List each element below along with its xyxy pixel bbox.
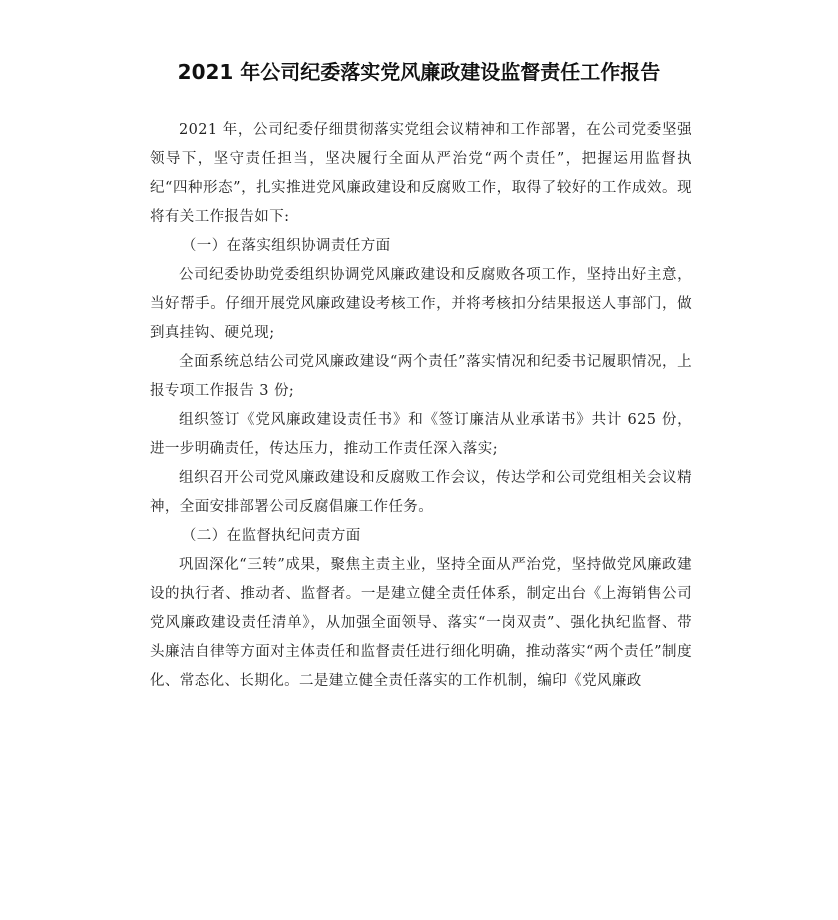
body-paragraph: 公司纪委协助党委组织协调党风廉政建设和反腐败各项工作，坚持出好主意，当好帮手。仔细开展党风廉政建设考核工作，并将考核扣分结果报送人事部门，做到真挂钩、硬兑现; — [150, 267, 692, 341]
document-body — [150, 116, 692, 696]
document-title: 2021 年公司纪委落实党风廉政建设监督责任工作报告 — [177, 60, 661, 84]
body-paragraph: 组织召开公司党风廉政建设和反腐败工作会议，传达学和公司党组相关会议精神，全面安排部署公司反腐倡廉工作任务。 — [150, 470, 692, 515]
section-heading-1: （一）在落实组织协调责任方面 — [181, 238, 391, 254]
body-paragraph: 巩固深化“三转”成果，聚焦主责主业，坚持全面从严治党，坚持做党风廉政建设的执行者、推动者、监督者。一是建立健全责任体系，制定出台《上海销售公司党风廉政建设责任清单》，从加强全面领导、落实“一岗双责”、强化执纪监督、带头廉洁自律等方面对主体责任和监督责任进行细化明确，推动落实“两个责任”制度化、常态化、长期化。二是建立健全责任落实的工作机制，编印《党风廉政 — [150, 557, 692, 689]
body-paragraph: 组织签订《党风廉政建设责任书》和《签订廉洁从业承诺书》共计 625 份，进一步明确责任，传达压力，推动工作责任深入落实; — [150, 412, 692, 457]
section-heading-2: （二）在监督执纪问责方面 — [181, 528, 361, 544]
intro-paragraph: 2021 年，公司纪委仔细贯彻落实党组会议精神和工作部署，在公司党委坚强领导下，坚守责任担当，坚决履行全面从严治党“两个责任”，把握运用监督执纪“四种形态”，扎实推进党风廉政建设和反腐败工作，取得了较好的工作成效。现将有关工作报告如下: — [150, 122, 692, 225]
body-paragraph: 全面系统总结公司党风廉政建设“两个责任”落实情况和纪委书记履职情况，上报专项工作报告 3 份; — [150, 354, 692, 399]
